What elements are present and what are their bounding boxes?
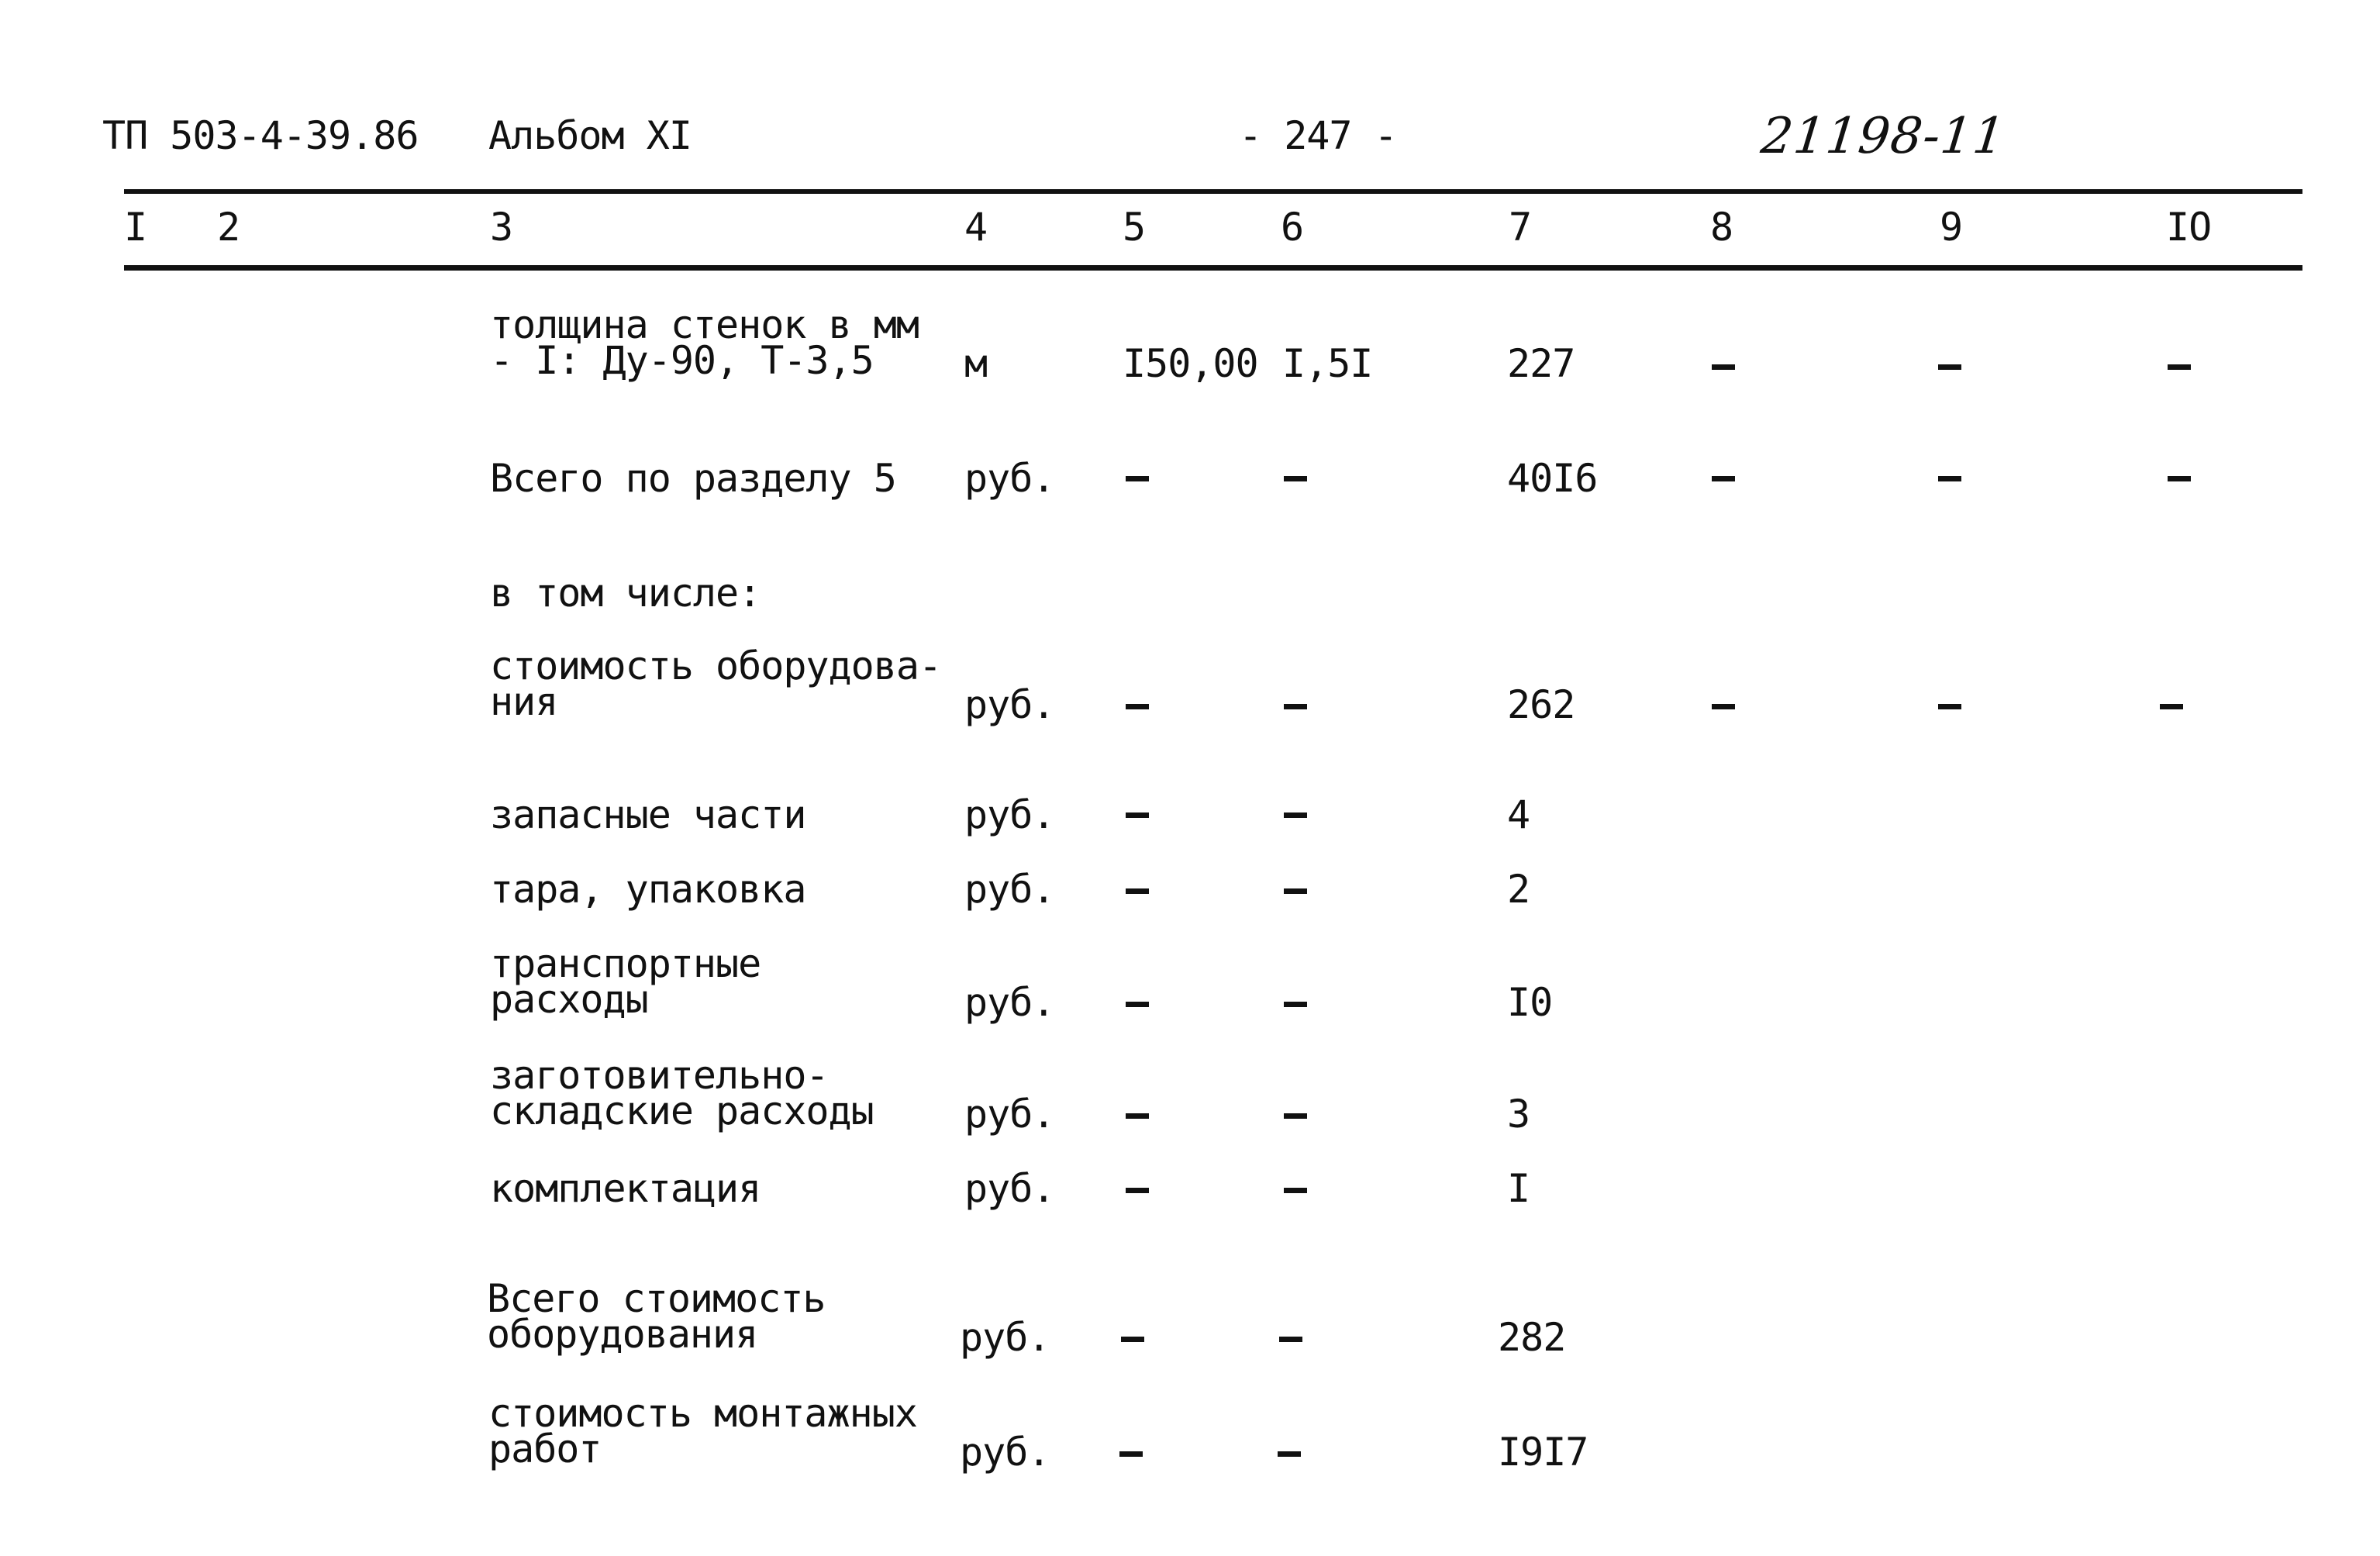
row-item-name: стоимость монтажных работ bbox=[488, 1391, 917, 1471]
row-col8-dash bbox=[1712, 364, 1735, 370]
album-title: Альбом XI bbox=[488, 113, 692, 158]
row-col7-value: 2 bbox=[1507, 867, 1530, 912]
row-item-name: транспортные расходы bbox=[490, 941, 761, 1022]
row-col7-value: 40I6 bbox=[1507, 456, 1598, 501]
row-col5-dash bbox=[1126, 1188, 1149, 1193]
table-header-rule bbox=[124, 265, 2302, 271]
row-col5-dash bbox=[1126, 1002, 1149, 1007]
row-col7-value: 227 bbox=[1507, 341, 1575, 386]
row-col5-dash bbox=[1126, 476, 1149, 481]
row-item-name: толщина стенок в мм - I: Ду-90, Т-3,5 bbox=[490, 302, 919, 383]
row-unit: руб. bbox=[964, 456, 1055, 501]
row-col5-dash bbox=[1126, 1113, 1149, 1119]
row-unit: руб. bbox=[964, 980, 1055, 1025]
row-col6-dash bbox=[1284, 888, 1307, 894]
row-unit: руб. bbox=[964, 867, 1055, 912]
row-col6-dash bbox=[1284, 704, 1307, 709]
row-col5-dash bbox=[1119, 1451, 1143, 1457]
row-unit: м bbox=[964, 341, 988, 386]
row-item-name: стоимость оборудова- ния bbox=[490, 643, 942, 724]
row-col5-dash bbox=[1126, 704, 1149, 709]
row-col6-dash bbox=[1284, 1002, 1307, 1007]
inventory-number: 21198-11 bbox=[1758, 108, 2009, 165]
column-number-5: 5 bbox=[1123, 205, 1146, 250]
row-col9-dash bbox=[1938, 364, 1961, 370]
row-col10-dash bbox=[2160, 704, 2183, 709]
column-number-8: 8 bbox=[1710, 205, 1733, 250]
row-col8-dash bbox=[1712, 704, 1735, 709]
row-col9-dash bbox=[1938, 704, 1961, 709]
column-number-1: I bbox=[124, 205, 147, 250]
row-col9-dash bbox=[1938, 476, 1961, 481]
row-col7-value: 4 bbox=[1507, 792, 1530, 837]
column-number-9: 9 bbox=[1940, 205, 1963, 250]
row-col7-value: I9I7 bbox=[1498, 1430, 1588, 1475]
row-col5-dash bbox=[1126, 888, 1149, 894]
row-col5-dash bbox=[1126, 813, 1149, 818]
row-col10-dash bbox=[2168, 364, 2191, 370]
row-col5-dash bbox=[1121, 1337, 1144, 1342]
column-number-6: 6 bbox=[1281, 205, 1304, 250]
row-unit: руб. bbox=[964, 1166, 1055, 1211]
row-item-name: заготовительно- складские расходы bbox=[490, 1053, 874, 1133]
row-col6-dash bbox=[1284, 1113, 1307, 1119]
row-col6-dash bbox=[1284, 1188, 1307, 1193]
row-col8-dash bbox=[1712, 476, 1735, 481]
row-col7-value: 282 bbox=[1498, 1315, 1566, 1360]
column-number-2: 2 bbox=[217, 205, 240, 250]
row-item-name: Всего стоимость оборудования bbox=[487, 1276, 826, 1357]
row-item-name: в том числе: bbox=[490, 571, 761, 616]
row-item-name: тара, упаковка bbox=[490, 867, 806, 912]
row-item-name: запасные части bbox=[490, 792, 806, 837]
row-col6-dash bbox=[1279, 1337, 1302, 1342]
row-col7-value: I0 bbox=[1507, 980, 1553, 1025]
row-col7-value: 3 bbox=[1507, 1092, 1530, 1137]
row-col6-dash bbox=[1278, 1451, 1301, 1457]
row-unit: руб. bbox=[960, 1430, 1050, 1475]
row-item-name: комплектация bbox=[490, 1166, 761, 1211]
row-unit: руб. bbox=[960, 1315, 1050, 1360]
row-col10-dash bbox=[2168, 476, 2191, 481]
row-col6-dash bbox=[1284, 813, 1307, 818]
column-number-7: 7 bbox=[1509, 205, 1532, 250]
column-number-10: IO bbox=[2166, 205, 2212, 250]
row-unit: руб. bbox=[964, 1092, 1055, 1137]
row-col6-value: I,5I bbox=[1282, 341, 1373, 386]
column-number-4: 4 bbox=[964, 205, 988, 250]
row-col6-dash bbox=[1284, 476, 1307, 481]
table-top-rule bbox=[124, 189, 2302, 194]
row-col7-value: I bbox=[1507, 1166, 1530, 1211]
document-code: ТП 503-4-39.86 bbox=[102, 113, 419, 158]
page-number: - 247 - bbox=[1239, 113, 1397, 158]
row-col7-value: 262 bbox=[1507, 682, 1575, 727]
row-col5-value: I50,00 bbox=[1123, 341, 1258, 386]
row-unit: руб. bbox=[964, 682, 1055, 727]
row-item-name: Всего по разделу 5 bbox=[490, 456, 896, 501]
column-number-3: 3 bbox=[490, 205, 513, 250]
row-unit: руб. bbox=[964, 792, 1055, 837]
